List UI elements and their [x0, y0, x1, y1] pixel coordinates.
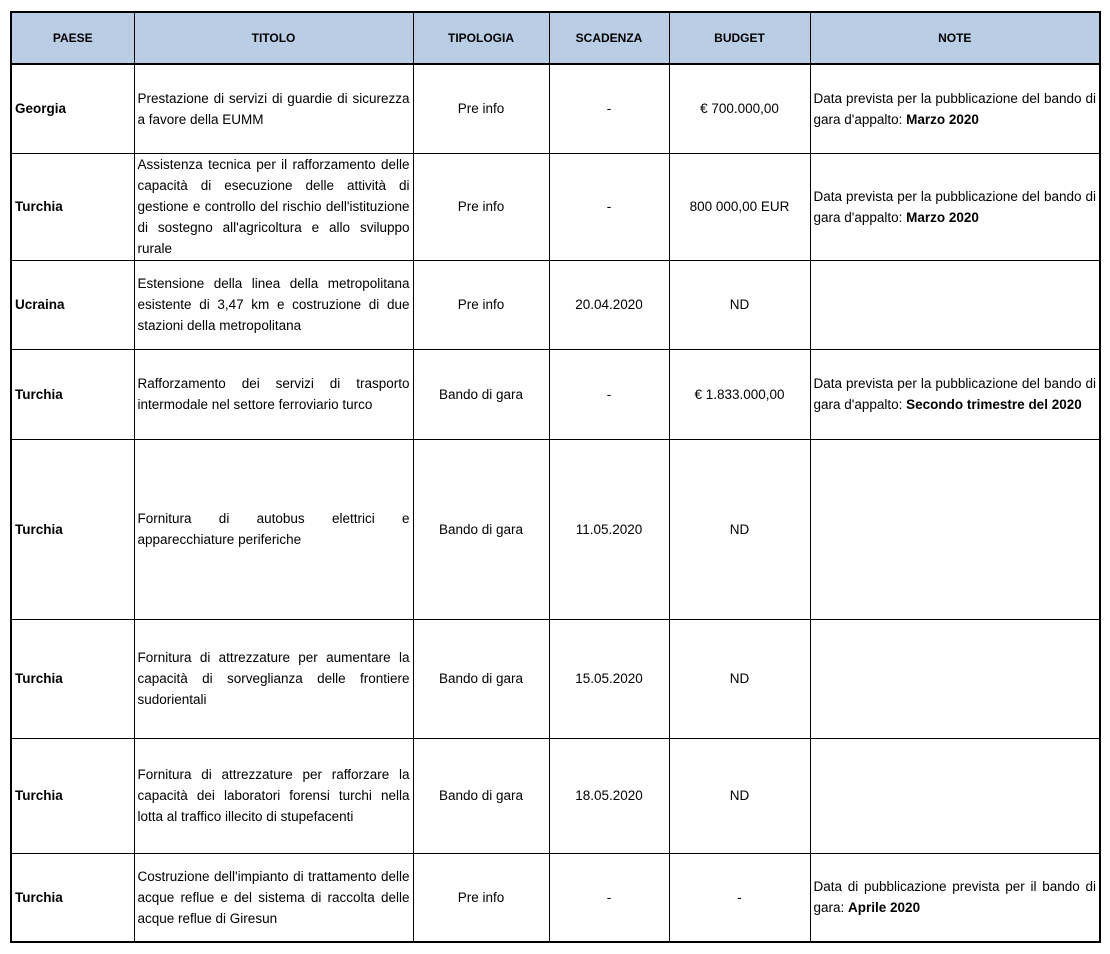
table-row — [11, 349, 1100, 439]
cell-scadenza: - — [549, 349, 669, 439]
cell-note — [810, 853, 1100, 942]
cell-note — [810, 64, 1100, 153]
cell-tipologia: Bando di gara — [413, 439, 549, 619]
note-date: Aprile 2020 — [848, 900, 921, 916]
table-row — [11, 260, 1100, 349]
cell-paese: Turchia — [11, 153, 134, 260]
cell-paese: Turchia — [11, 619, 134, 738]
table-row — [11, 153, 1100, 260]
cell-titolo: Fornitura di attrezzature per rafforzare la capacità dei laboratori forensi turchi nella lotta al traffico illecito di stupefacenti — [134, 738, 413, 853]
note-text: Data di pubblicazione prevista per il bando di gara: — [813, 879, 1096, 916]
table-row — [11, 853, 1100, 942]
cell-note — [810, 738, 1100, 853]
header-row — [11, 12, 1100, 64]
cell-budget: € 1.833.000,00 — [669, 349, 810, 439]
cell-titolo: Fornitura di autobus elettrici e apparecchiature periferiche — [134, 439, 413, 619]
cell-titolo: Estensione della linea della metropolitana esistente di 3,47 km e costruzione di due stazioni della metropolitana — [134, 260, 413, 349]
table-row — [11, 439, 1100, 619]
cell-titolo: Rafforzamento dei servizi di trasporto intermodale nel settore ferroviario turco — [134, 349, 413, 439]
note-text: Data prevista per la pubblicazione del bando di gara d'appalto: — [813, 188, 1096, 225]
cell-scadenza: - — [549, 853, 669, 942]
cell-budget: ND — [669, 260, 810, 349]
cell-budget: ND — [669, 738, 810, 853]
cell-note — [810, 260, 1100, 349]
note-date: Marzo 2020 — [906, 111, 979, 127]
cell-note — [810, 439, 1100, 619]
cell-scadenza: 15.05.2020 — [549, 619, 669, 738]
table-row — [11, 738, 1100, 853]
cell-scadenza: 18.05.2020 — [549, 738, 669, 853]
cell-paese: Georgia — [11, 64, 134, 153]
cell-paese: Turchia — [11, 738, 134, 853]
header-tipologia: TIPOLOGIA — [413, 12, 549, 64]
cell-paese: Turchia — [11, 853, 134, 942]
note-date: Marzo 2020 — [906, 209, 979, 225]
cell-tipologia: Bando di gara — [413, 738, 549, 853]
header-note: NOTE — [810, 12, 1100, 64]
cell-tipologia: Pre info — [413, 260, 549, 349]
cell-scadenza: 20.04.2020 — [549, 260, 669, 349]
table-row — [11, 619, 1100, 738]
cell-note — [810, 349, 1100, 439]
cell-budget: 800 000,00 EUR — [669, 153, 810, 260]
cell-titolo: Assistenza tecnica per il rafforzamento delle capacità di esecuzione delle attività di gestione e controllo del rischio dell'istituzione di sostegno all'agricoltura e allo sviluppo rurale — [134, 153, 413, 260]
tenders-table — [10, 11, 1101, 943]
cell-titolo: Prestazione di servizi di guardie di sicurezza a favore della EUMM — [134, 64, 413, 153]
cell-titolo: Costruzione dell'impianto di trattamento delle acque reflue e del sistema di raccolta delle acque reflue di Giresun — [134, 853, 413, 942]
cell-tipologia: Pre info — [413, 853, 549, 942]
header-titolo: TITOLO — [134, 12, 413, 64]
cell-tipologia: Pre info — [413, 153, 549, 260]
note-text: Data prevista per la pubblicazione del bando di gara d'appalto: — [813, 376, 1096, 412]
cell-scadenza: - — [549, 153, 669, 260]
cell-budget: € 700.000,00 — [669, 64, 810, 153]
note-text: Data prevista per la pubblicazione del bando di gara d'appalto: — [813, 90, 1096, 127]
cell-paese: Ucraina — [11, 260, 134, 349]
cell-tipologia: Pre info — [413, 64, 549, 153]
header-scadenza: SCADENZA — [549, 12, 669, 64]
cell-note — [810, 619, 1100, 738]
cell-note — [810, 153, 1100, 260]
cell-budget: ND — [669, 619, 810, 738]
note-date: Secondo trimestre del 2020 — [906, 397, 1082, 412]
cell-budget: ND — [669, 439, 810, 619]
cell-tipologia: Bando di gara — [413, 619, 549, 738]
cell-scadenza: 11.05.2020 — [549, 439, 669, 619]
cell-paese: Turchia — [11, 349, 134, 439]
cell-tipologia: Bando di gara — [413, 349, 549, 439]
cell-budget: - — [669, 853, 810, 942]
cell-titolo: Fornitura di attrezzature per aumentare la capacità di sorveglianza delle frontiere sudorientali — [134, 619, 413, 738]
table-row — [11, 64, 1100, 153]
header-paese: PAESE — [11, 12, 134, 64]
cell-paese: Turchia — [11, 439, 134, 619]
header-budget: BUDGET — [669, 12, 810, 64]
cell-scadenza: - — [549, 64, 669, 153]
